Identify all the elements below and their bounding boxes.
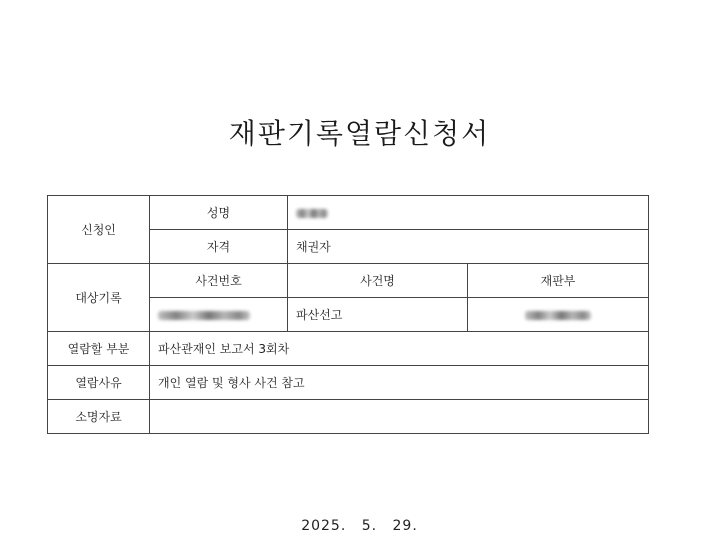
- role-label: 자격: [150, 230, 288, 264]
- redacted-court: [525, 311, 591, 320]
- redacted-name: [296, 209, 328, 218]
- viewing-scope-label: 열람할 부분: [48, 332, 150, 366]
- case-number-value: [150, 298, 288, 332]
- case-number-label: 사건번호: [150, 264, 288, 298]
- supporting-docs-value: [150, 400, 649, 434]
- case-name-value: 파산선고: [288, 298, 468, 332]
- redacted-case-number: [158, 311, 250, 320]
- name-value: [288, 196, 649, 230]
- application-form-table: [47, 195, 649, 434]
- case-name-label: 사건명: [288, 264, 468, 298]
- viewing-reason-label: 열람사유: [48, 366, 150, 400]
- name-label: 성명: [150, 196, 288, 230]
- court-value: [468, 298, 649, 332]
- viewing-scope-value: 파산관재인 보고서 3회차: [150, 332, 649, 366]
- role-value: 채권자: [288, 230, 649, 264]
- applicant-section-label: 신청인: [48, 196, 150, 264]
- target-record-section-label: 대상기록: [48, 264, 150, 332]
- supporting-docs-row: [48, 400, 649, 434]
- applicant-name-row: [48, 196, 649, 230]
- document-title: 재판기록열람신청서: [228, 117, 491, 150]
- viewing-reason-value: 개인 열람 및 형사 사건 참고: [150, 366, 649, 400]
- viewing-reason-row: [48, 366, 649, 400]
- viewing-scope-row: [48, 332, 649, 366]
- supporting-docs-label: 소명자료: [48, 400, 150, 434]
- document-date: 2025. 5. 29.: [301, 518, 418, 534]
- record-header-row: [48, 264, 649, 298]
- court-label: 재판부: [468, 264, 649, 298]
